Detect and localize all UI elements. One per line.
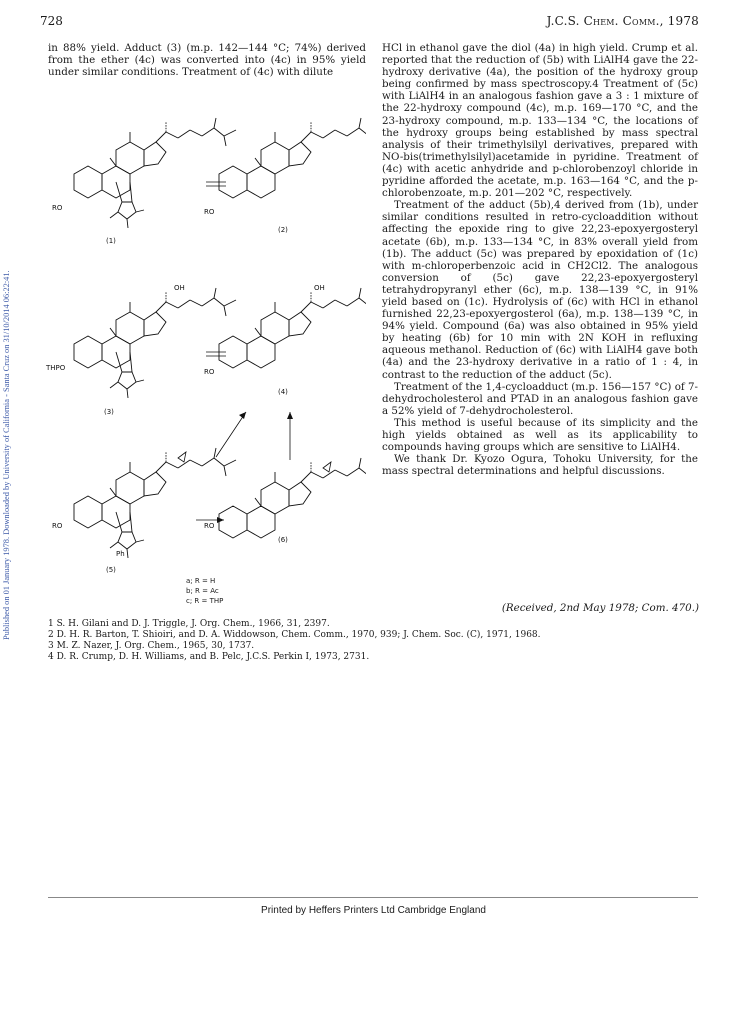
right-paragraph-5: We thank Dr. Kyozo Ogura, Tohoku University, for the mass spectral determinations and helpful discussions. (382, 453, 698, 478)
ro-label-6: RO (204, 522, 215, 530)
references (48, 619, 698, 663)
ro-label-2: RO (204, 208, 215, 216)
journal-name: Chem. Comm. (583, 14, 660, 28)
compound-5-label: (5) (106, 566, 116, 574)
left-column (48, 42, 366, 78)
legend-a: a; R = H (186, 577, 216, 585)
reaction-scheme (46, 112, 366, 622)
right-paragraph-2: Treatment of the adduct (5b),4 derived from (1b), under similar conditions resulted in retro-cycloaddition without affecting the epoxide ring to give 22,23-epoxyergosteryl acetate (6b), m.p. 133—134 °C, in 83% overall yield from (1b). The adduct (5c) was prepared by epoxidation of (1c) with m-chloroperbenzoic acid in CH2Cl2. The analogous conversion of (5c) gave 22,23-epoxyergosteryl tetrahydropyranyl ether (6c), m.p. 138—139 °C, in 91% yield based on (1c). Hydrolysis of (6c) with HCl in ethanol furnished 22,23-epoxyergosterol (6a), m.p. 138—139 °C, in 94% yield. Compound (6a) was also obtained in 95% yield by heating (6b) for 10 min with 2N KOH in refluxing aqueous methanol. Reduction of (6c) with LiAlH4 gave both (4a) and the 23-hydroxy derivative in a ratio of 1 : 4, in contrast to the reduction of the adduct (5c). (382, 199, 698, 381)
right-paragraph-4: This method is useful because of its simplicity and the high yields obtained as well as its applicability to compounds having groups which are sensitive to LiAlH4. (382, 416, 698, 454)
compound-1-label: (1) (106, 237, 116, 245)
journal-header (547, 14, 699, 28)
ro-label-5: RO (52, 522, 63, 530)
right-column (382, 42, 698, 477)
footer-rule (48, 897, 698, 898)
ro-label-1: RO (52, 204, 63, 212)
journal-year: , 1978 (659, 14, 699, 28)
compound-2-label: (2) (278, 226, 288, 234)
r-group-legend (186, 576, 223, 606)
reference-3: 3 M. Z. Nazer, J. Org. Chem., 1965, 30, 1737. (48, 641, 255, 651)
compound-3-label: (3) (104, 408, 114, 416)
oh-label-4: OH (314, 284, 325, 292)
ro-label-4: RO (204, 368, 215, 376)
page-number: 728 (40, 14, 63, 28)
left-paragraph: in 88% yield. Adduct (3) (m.p. 142—144 °C; 74%) derived from the ether (4c) was converted into (4c) in 95% yield under similar conditions. Treatment of (4c) with dilute (48, 42, 366, 79)
reference-1: 1 S. H. Gilani and D. J. Triggle, J. Org. Chem., 1966, 31, 2397. (48, 619, 330, 629)
oh-label-3: OH (174, 284, 185, 292)
printer-line: Printed by Heffers Printers Ltd Cambridge England (261, 905, 486, 916)
right-paragraph-1: HCl in ethanol gave the diol (4a) in high yield. Crump et al. reported that the reduction of (5b) with LiAlH4 gave the 22-hydroxy derivative (4a), the position of the hydroxy group being confirmed by mass spectroscopy.4 Treatment of (5c) with LiAlH4 in an analogous fashion gave a 3 : 1 mixture of the 22-hydroxy compound (4c), m.p. 169—170 °C, and the 23-hydroxy compound, m.p. 133—134 °C, the locations of the hydroxy groups being established by mass spectral analysis of their trimethylsilyl derivatives, prepared with NO-bis(trimethylsilyl)acetamide in pyridine. Treatment of (4c) with acetic anhydride and p-chlorobenzoyl chloride in pyridine afforded the acetate, m.p. 163—164 °C, and the p-chlorobenzoate, m.p. 201—202 °C, respectively. (382, 42, 698, 200)
scheme-drawing (46, 112, 366, 622)
received-line: (Received, 2nd May 1978; Com. 470.) (501, 602, 699, 614)
thpo-label: THPO (46, 364, 66, 372)
legend-b: b; R = Ac (186, 587, 219, 595)
ph-label-5: Ph (116, 550, 125, 558)
compound-6-label: (6) (278, 536, 288, 544)
download-watermark: Published on 01 January 1978. Downloaded by University of California - Santa Cruz on 31/10/2014 06:22:41. (2, 270, 11, 640)
legend-c: c; R = THP (186, 597, 224, 605)
journal-prefix: J.C.S. (546, 14, 584, 28)
right-paragraph-3: Treatment of the 1,4-cycloadduct (m.p. 156—157 °C) of 7-dehydrocholesterol and PTAD in an analogous fashion gave a 52% yield of 7-dehydrocholesterol. (382, 380, 699, 417)
reference-4: 4 D. R. Crump, D. H. Williams, and B. Pelc, J.C.S. Perkin I, 1973, 2731. (48, 652, 370, 662)
reference-2: 2 D. H. R. Barton, T. Shioiri, and D. A. Widdowson, Chem. Comm., 1970, 939; J. Chem. Soc. (C), 1971, 1968. (48, 630, 541, 640)
compound-4-label: (4) (278, 388, 288, 396)
